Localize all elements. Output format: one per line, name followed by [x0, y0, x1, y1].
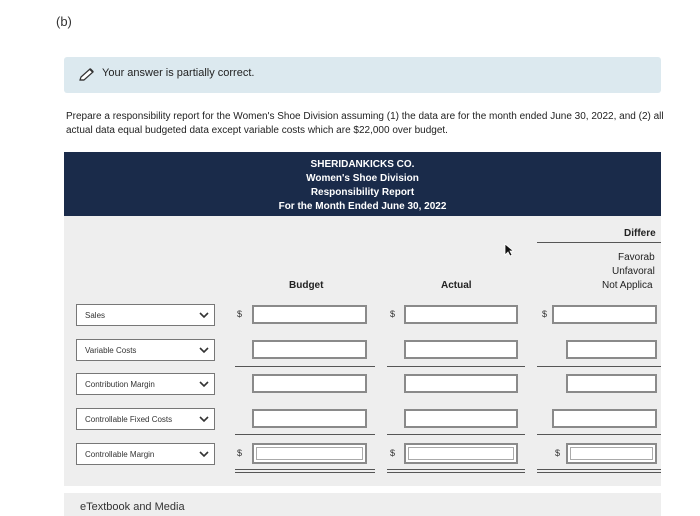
dollar-sign: $ — [237, 448, 243, 458]
total-double-underline — [387, 469, 525, 470]
feedback-message: Your answer is partially correct. — [102, 67, 255, 79]
row-account-label: Contribution Margin — [85, 380, 155, 389]
row-account-select-variable-costs[interactable] — [76, 339, 215, 361]
total-double-underline — [235, 472, 375, 473]
dollar-sign: $ — [390, 309, 396, 319]
difference-input-controllable-fixed-costs[interactable] — [552, 409, 657, 428]
subtotal-underline — [387, 366, 525, 367]
difference-sub-favorable: Favorab — [618, 252, 655, 263]
budget-input-sales[interactable] — [252, 305, 367, 324]
difference-input-sales[interactable] — [552, 305, 657, 324]
row-account-select-sales[interactable] — [76, 304, 215, 326]
difference-input-variable-costs[interactable] — [566, 340, 657, 359]
subtotal-underline — [537, 434, 661, 435]
difference-sub-unfavorable: Unfavoral — [612, 266, 655, 277]
dollar-sign: $ — [237, 309, 243, 319]
chevron-down-icon — [198, 308, 210, 322]
budget-column-header: Budget — [289, 280, 324, 291]
chevron-down-icon — [198, 447, 210, 461]
difference-input-contribution-margin[interactable] — [566, 374, 657, 393]
budget-input-contribution-margin[interactable] — [252, 374, 367, 393]
report-header — [64, 152, 661, 216]
report-title: Responsibility Report — [310, 187, 415, 198]
mouse-pointer-icon — [504, 243, 514, 257]
budget-input-variable-costs[interactable] — [252, 340, 367, 359]
report-period: For the Month Ended June 30, 2022 — [278, 201, 447, 212]
chevron-down-icon — [198, 343, 210, 357]
actual-input-variable-costs[interactable] — [404, 340, 518, 359]
row-account-label: Variable Costs — [85, 346, 137, 355]
pencil-icon — [78, 67, 96, 83]
dollar-sign: $ — [390, 448, 396, 458]
difference-input-controllable-margin[interactable] — [566, 443, 657, 464]
division-name: Women's Shoe Division — [306, 173, 419, 184]
etextbook-media-label: eTextbook and Media — [80, 501, 185, 513]
row-account-label: Sales — [85, 311, 106, 320]
total-double-underline — [537, 469, 661, 470]
subtotal-underline — [387, 434, 525, 435]
total-double-underline — [387, 472, 525, 473]
row-account-select-controllable-margin[interactable] — [76, 443, 215, 465]
instructions-text: Prepare a responsibility report for the Women's Shoe Division assuming (1) the data are for the month ended June 30, 2022, and (2) all actual data equal budgeted data except variable costs which are $22,000 over budget. — [66, 111, 664, 136]
subtotal-underline — [235, 366, 375, 367]
part-label: (b) — [56, 14, 72, 29]
dollar-sign: $ — [555, 448, 561, 458]
total-double-underline — [235, 469, 375, 470]
budget-input-controllable-fixed-costs[interactable] — [252, 409, 367, 428]
actual-input-controllable-fixed-costs[interactable] — [404, 409, 518, 428]
difference-column-header: Differe — [624, 228, 656, 239]
actual-input-sales[interactable] — [404, 305, 518, 324]
actual-column-header: Actual — [441, 280, 472, 291]
row-account-label: Controllable Margin — [85, 450, 155, 459]
etextbook-media-bar[interactable] — [64, 493, 661, 516]
actual-input-controllable-margin[interactable] — [404, 443, 518, 464]
budget-input-controllable-margin[interactable] — [252, 443, 367, 464]
row-account-select-controllable-fixed-costs[interactable] — [76, 408, 215, 430]
row-account-label: Controllable Fixed Costs — [85, 415, 173, 424]
subtotal-underline — [235, 434, 375, 435]
subtotal-underline — [537, 366, 661, 367]
chevron-down-icon — [198, 377, 210, 391]
actual-input-contribution-margin[interactable] — [404, 374, 518, 393]
chevron-down-icon — [198, 412, 210, 426]
difference-divider — [537, 242, 661, 243]
row-account-select-contribution-margin[interactable] — [76, 373, 215, 395]
feedback-banner — [64, 57, 661, 93]
difference-sub-not-applicable: Not Applica — [602, 280, 653, 291]
total-double-underline — [537, 472, 661, 473]
dollar-sign: $ — [542, 309, 548, 319]
company-name: SHERIDANKICKS CO. — [310, 159, 415, 170]
